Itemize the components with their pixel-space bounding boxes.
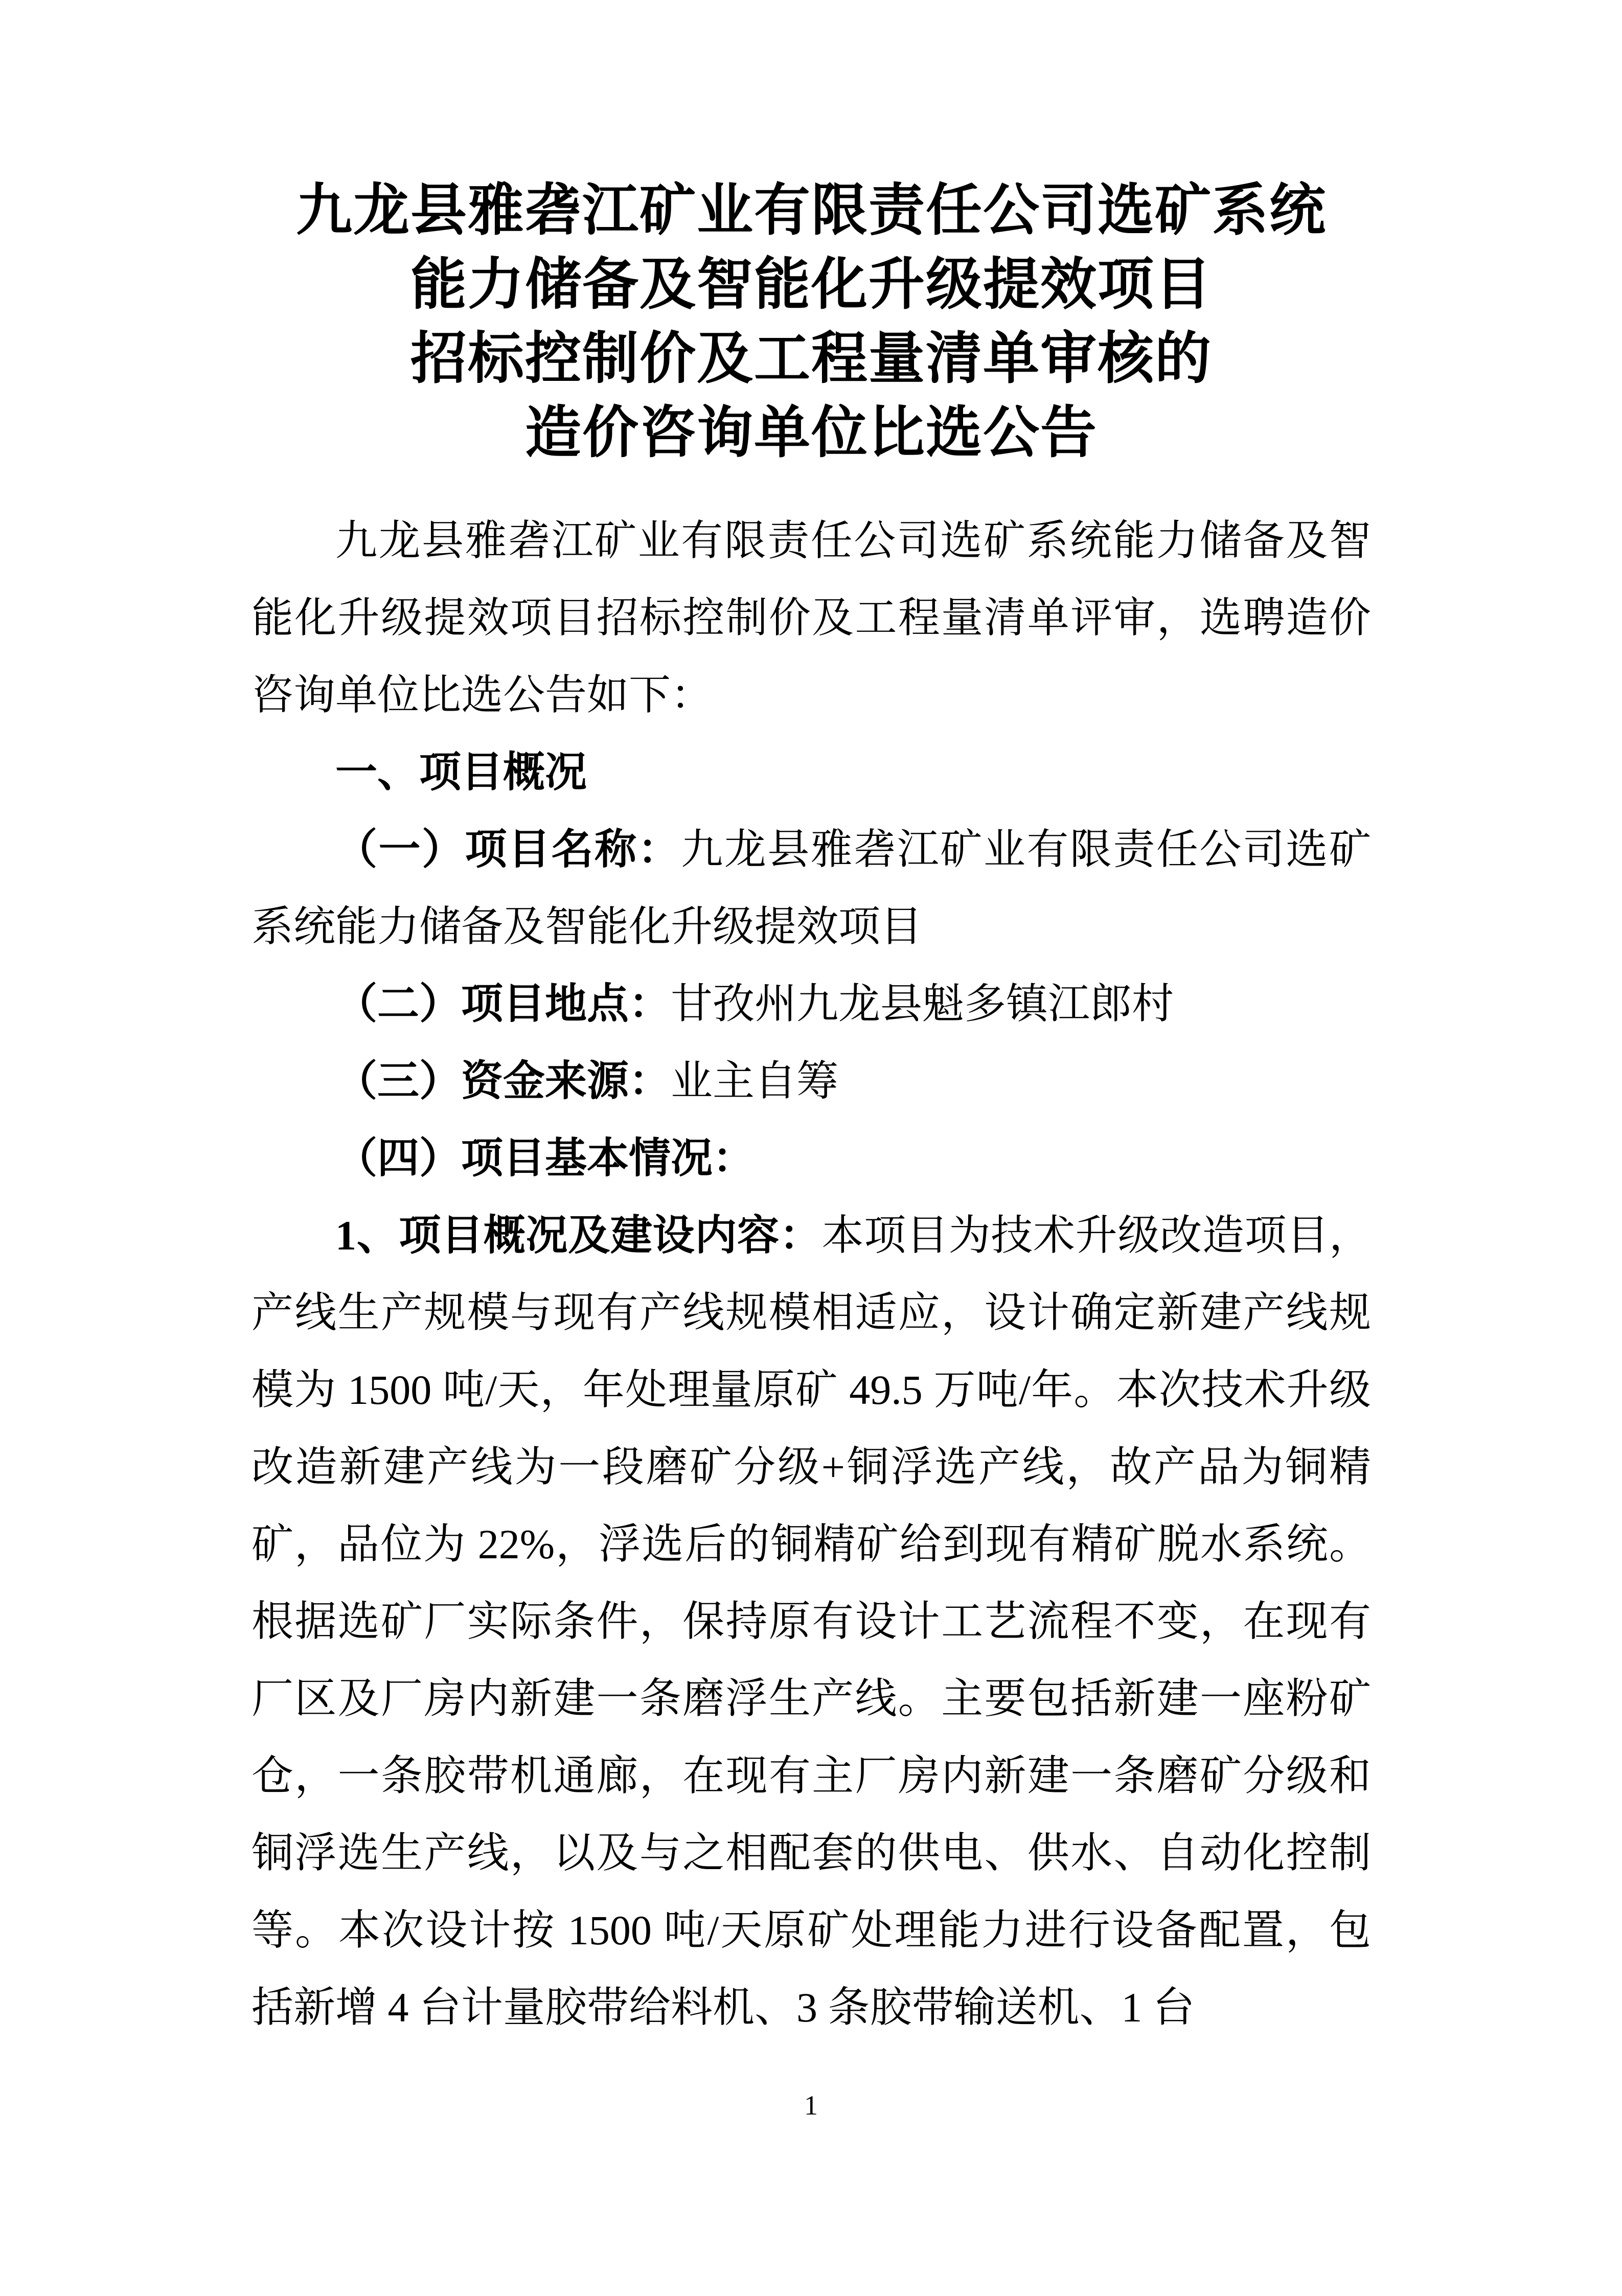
page-number: 1 bbox=[804, 2090, 818, 2121]
paragraph-label: （四）项目基本情况： bbox=[335, 1135, 755, 1181]
paragraph-text: 业主自筹 bbox=[671, 1058, 839, 1104]
paragraph-intro bbox=[252, 502, 1371, 734]
document-title bbox=[252, 174, 1371, 470]
paragraph-label: 一、项目概况 bbox=[335, 749, 587, 795]
document-content bbox=[252, 0, 1371, 2046]
paragraph-text: 本项目为技术升级改造项目，产线生产规模与现有产线规模相适应，设计确定新建产线规模为 1500 吨/天，年处理量原矿 49.5 万吨/年。本次技术升级改造新建产线为一段磨矿分级+铜浮选产线，故产品为铜精矿，品位为 22%，浮选后的铜精矿给到现有精矿脱水系统。根据选矿厂实际条件，保持原有设计工艺流程不变，在现有厂区及厂房内新建一条磨浮生产线。主要包括新建一座粉矿仓，一条胶带机通廊，在现有主厂房内新建一条磨矿分级和铜浮选生产线，以及与之相配套的供电、供水、自动化控制等。本次设计按 1500 吨/天原矿处理能力进行设备配置，包括新增 4 台计量胶带给料机、3 条胶带输送机、1 台 bbox=[252, 1212, 1371, 2031]
title-line-1: 九龙县雅砻江矿业有限责任公司选矿系统 bbox=[296, 179, 1327, 242]
paragraph-text: 九龙县雅砻江矿业有限责任公司选矿系统能力储备及智能化升级提效项目 bbox=[252, 826, 1371, 950]
title-line-3: 招标控制价及工程量清单审核的 bbox=[410, 328, 1212, 390]
paragraph-label: 1、项目概况及建设内容： bbox=[335, 1212, 822, 1259]
title-line-2: 能力储备及智能化升级提效项目 bbox=[410, 254, 1212, 316]
paragraph-section-heading bbox=[252, 734, 1371, 811]
paragraph-funding-source bbox=[252, 1042, 1371, 1120]
paragraph-text: 九龙县雅砻江矿业有限责任公司选矿系统能力储备及智能化升级提效项目招标控制价及工程量清单评审，选聘造价咨询单位比选公告如下： bbox=[252, 517, 1371, 718]
paragraph-label: （二）项目地点： bbox=[335, 981, 671, 1027]
paragraph-project-location bbox=[252, 965, 1371, 1042]
paragraph-text: 甘孜州九龙县魁多镇江郎村 bbox=[671, 981, 1174, 1027]
paragraph-project-name bbox=[252, 811, 1371, 965]
title-line-4: 造价咨询单位比选公告 bbox=[525, 402, 1098, 464]
paragraph-project-overview bbox=[252, 1197, 1371, 2046]
paragraph-label: （一）项目名称： bbox=[335, 826, 681, 873]
paragraph-label: （三）资金来源： bbox=[335, 1058, 671, 1104]
document-body bbox=[252, 502, 1371, 2046]
paragraph-basic-info-heading bbox=[252, 1120, 1371, 1197]
